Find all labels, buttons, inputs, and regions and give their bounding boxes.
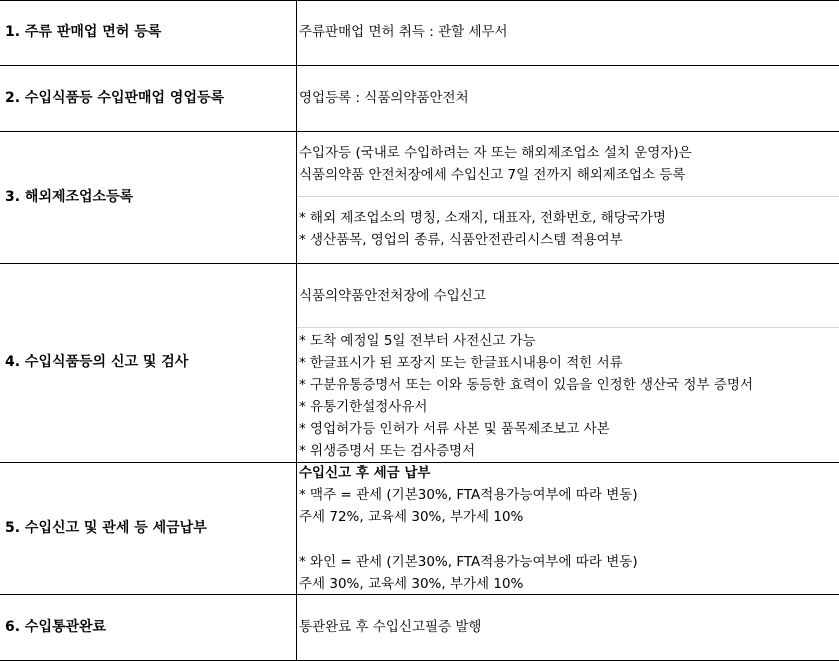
step-detail-3b: [299, 207, 837, 251]
step-detail-4a: [299, 285, 837, 307]
step-label-3: 3. 해외제조업소등록: [5, 189, 134, 205]
step-detail-5: [299, 462, 837, 528]
detail-line: 주류판매업 면허 취득 : 관할 세무서: [299, 24, 508, 40]
detail-line: * 유통기한설정사유서: [299, 399, 428, 415]
cell-inner-border: [297, 327, 839, 328]
detail-line: * 영업허가등 인허가 서류 사본 및 품목제조보고 사본: [299, 421, 610, 437]
detail-line: * 맥주 = 관세 (기본30%, FTA적용가능여부에 따라 변동): [299, 487, 638, 503]
step-detail-5b: [299, 551, 837, 595]
step-detail-6: [299, 616, 837, 638]
detail-line: * 한글표시가 된 포장지 또는 한글표시내용이 적힌 서류: [299, 355, 623, 371]
step-label-1: 1. 주류 판매업 면허 등록: [5, 24, 162, 40]
detail-line: * 와인 = 관세 (기본30%, FTA적용가능여부에 따라 변동): [299, 554, 638, 570]
row-border: [0, 263, 839, 264]
row-border: [0, 65, 839, 66]
detail-heading: 수입신고 후 세금 납부: [299, 465, 431, 481]
step-label-4: 4. 수입식품등의 신고 및 검사: [5, 354, 189, 370]
cell-inner-border: [297, 196, 839, 197]
step-label-5: 5. 수입신고 및 관세 등 세금납부: [5, 520, 207, 536]
row-border: [0, 131, 839, 132]
detail-line: 식품의약품 안전처장에세 수입신고 7일 전까지 해외제조업소 등록: [299, 167, 686, 183]
detail-line: * 도착 예정일 5일 전부터 사전신고 가능: [299, 333, 536, 349]
column-divider: [296, 0, 297, 661]
detail-line: * 생산품목, 영업의 종류, 식품안전관리시스템 적용여부: [299, 232, 623, 248]
detail-line: 식품의약품안전처장에 수입신고: [299, 288, 486, 304]
detail-line: * 위생증명서 또는 검사증명서: [299, 443, 476, 459]
detail-line: * 해외 제조업소의 명칭, 소재지, 대표자, 전화번호, 해당국가명: [299, 210, 666, 226]
step-detail-4b: [299, 330, 837, 462]
detail-line: 주세 72%, 교육세 30%, 부가세 10%: [299, 509, 524, 525]
row-border: [0, 0, 839, 1]
detail-line: * 구분유통증명서 또는 이와 동등한 효력이 있음을 인정한 생산국 정부 증명서: [299, 377, 753, 393]
step-detail-2: [299, 87, 837, 109]
step-label-2: 2. 수입식품등 수입판매업 영업등록: [5, 90, 225, 106]
detail-line: 수입자등 (국내로 수입하려는 자 또는 해외제조업소 설치 운영자)은: [299, 145, 692, 161]
step-label-6: 6. 수입통관완료: [5, 619, 107, 635]
detail-line: 통관완료 후 수입신고필증 발행: [299, 619, 482, 635]
step-detail-1: [299, 21, 837, 43]
step-detail-3a: [299, 142, 837, 186]
detail-line: 영업등록 : 식품의약품안전처: [299, 90, 469, 106]
detail-line: 주세 30%, 교육세 30%, 부가세 10%: [299, 576, 524, 592]
